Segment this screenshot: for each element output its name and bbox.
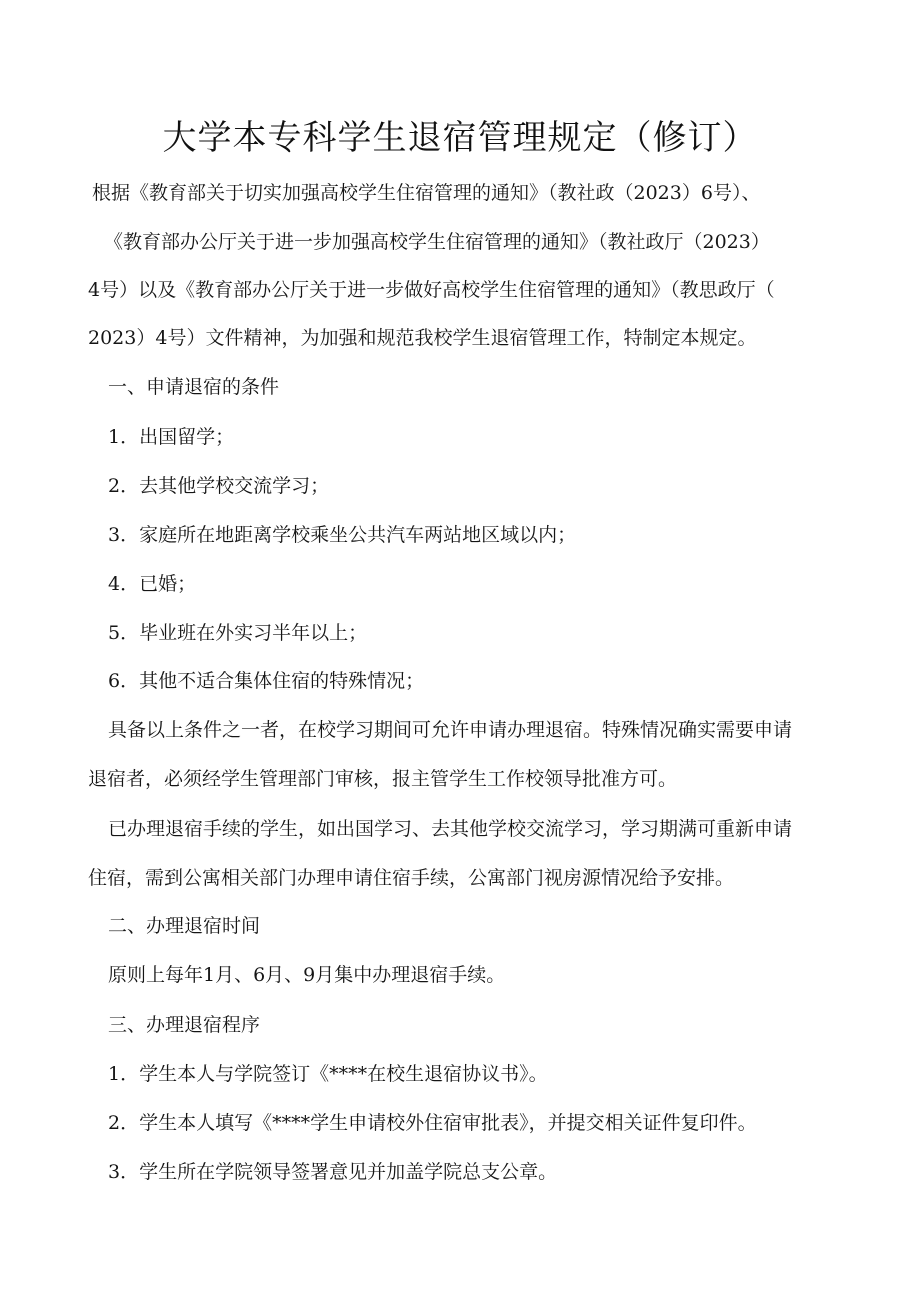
intro-line-2: 《教育部办公厅关于进一步加强高校学生住宿管理的通知》（教社政厅（2023） <box>104 231 770 253</box>
section-1-para-1-line-1: 具备以上条件之一者，在校学习期间可允许申请办理退宿。特殊情况确实需要申请 <box>108 719 793 741</box>
section-1-item-2: 2．去其他学校交流学习； <box>108 475 330 497</box>
section-1-heading: 一、申请退宿的条件 <box>108 376 280 398</box>
intro-line-4: 2023）4号）文件精神，为加强和规范我校学生退宿管理工作，特制定本规定。 <box>88 327 757 349</box>
section-3-item-1: 1．学生本人与学院签订《****在校生退宿协议书》。 <box>108 1063 548 1085</box>
section-3-heading: 三、办理退宿程序 <box>108 1014 261 1036</box>
section-3-item-3: 3．学生所在学院领导签署意见并加盖学院总支公章。 <box>108 1161 558 1183</box>
section-1-item-6: 6．其他不适合集体住宿的特殊情况； <box>108 670 425 692</box>
section-1-item-4: 4．已婚； <box>108 573 197 595</box>
section-1-para-1-line-2: 退宿者，必须经学生管理部门审核，报主管学生工作校领导批准方可。 <box>88 768 678 790</box>
section-1-item-1: 1．出国留学； <box>108 426 235 448</box>
section-3-item-2: 2．学生本人填写《****学生申请校外住宿审批表》，并提交相关证件复印件。 <box>108 1112 757 1134</box>
section-1-para-2-line-2: 住宿，需到公寓相关部门办理申请住宿手续，公寓部门视房源情况给予安排。 <box>88 867 735 889</box>
section-1-item-3: 3．家庭所在地距离学校乘坐公共汽车两站地区域以内； <box>108 524 577 546</box>
intro-line-1: 根据《教育部关于切实加强高校学生住宿管理的通知》（教社政（2023）6号）、 <box>92 182 761 204</box>
section-2-text: 原则上每年1月、6月、9月集中办理退宿手续。 <box>108 964 506 986</box>
document-title: 大学本专科学生退宿管理规定（修订） <box>162 118 758 158</box>
section-2-heading: 二、办理退宿时间 <box>108 915 261 937</box>
section-1-item-5: 5．毕业班在外实习半年以上； <box>108 622 368 644</box>
section-1-para-2-line-1: 已办理退宿手续的学生，如出国学习、去其他学校交流学习，学习期满可重新申请 <box>108 818 793 840</box>
intro-line-3: 4号）以及《教育部办公厅关于进一步做好高校学生住宿管理的通知》（教思政厅（ <box>88 279 775 301</box>
